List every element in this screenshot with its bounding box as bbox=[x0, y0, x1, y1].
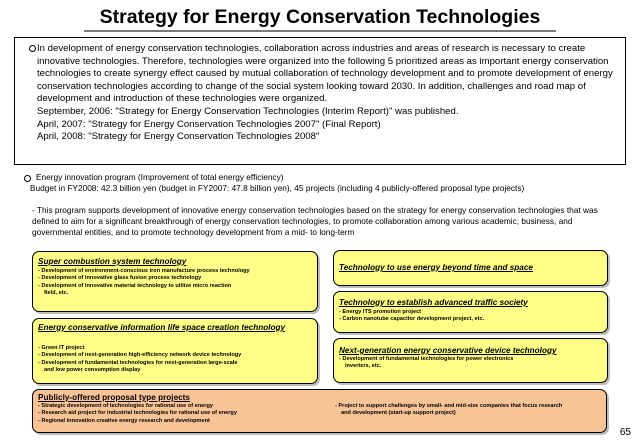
box-items bbox=[38, 345, 313, 374]
device-technology-box bbox=[333, 338, 608, 383]
page-number: 65 bbox=[619, 427, 631, 438]
info-life-space-box bbox=[32, 318, 318, 384]
summary-paragraph: In development of energy conservation technologies, collaboration across industries and areas of research is necessary to create innovative technologies. Therefore, technologies were organized into the following 5 prioritized areas as important energy conservation technologies to create synergy effect caused by mutual collaboration of technology development and to promote development of energy conservation technologies according to change of the social system looking toward 2030. In addition, challenges and road map of development and introduction of these technologies were organized. bbox=[37, 43, 613, 105]
list-item: - Development of next-generation high-efficiency network device technology bbox=[38, 352, 242, 359]
list-item: - Energy ITS promotion project bbox=[339, 309, 422, 315]
box-title: Next-generation energy conservative device technology bbox=[339, 346, 557, 355]
list-item: and low power consumption display bbox=[44, 366, 141, 373]
list-item: - Regional innovation creative energy research and development bbox=[38, 417, 210, 424]
summary-note: September, 2006: "Strategy for Energy Conservation Technologies (Interim Report)" was published. bbox=[37, 105, 459, 117]
box-title: Super combustion system technology bbox=[38, 257, 187, 266]
list-item: - Research aid project for industrial technologies for rational use of energy bbox=[38, 410, 237, 417]
list-item: - Project to support challenges by small- and mid-size companies that focus research bbox=[335, 403, 563, 409]
list-item: - Development of fundamental technologies for next-generation large-scale bbox=[38, 359, 238, 366]
box-items-left bbox=[38, 403, 303, 425]
program-heading: Energy innovation program (Improvement of total energy efficiency) bbox=[36, 172, 284, 182]
list-item: - Green IT project bbox=[38, 345, 85, 351]
circle-bullet-icon bbox=[29, 45, 36, 52]
summary-box bbox=[14, 37, 626, 165]
summary-text bbox=[37, 43, 617, 144]
list-item: and development (start-up support project) bbox=[341, 410, 456, 417]
program-budget: Budget in FY2008: 42.3 billion yen (budget in FY2007: 47.8 billion yen), 45 projects (including 4 publicly-offered proposal type projects) bbox=[30, 183, 525, 193]
box-items bbox=[339, 309, 603, 324]
box-items bbox=[339, 356, 603, 371]
publicly-offered-box bbox=[32, 389, 607, 433]
super-combustion-box bbox=[32, 251, 318, 312]
beyond-time-space-box bbox=[333, 250, 608, 286]
advanced-traffic-box bbox=[333, 291, 608, 333]
list-item: - Strategic development of technologies for rational use of energy bbox=[38, 403, 213, 409]
program-description: - This program supports development of innovative energy conservation technologies based on the strategy for energy conservation technologies that was defined to aim for a significant breakthrough of energy conservation technologies, to promote collaboration among various academic, business, and governmental entities, and to promote technology development from a mid- to long-term bbox=[32, 205, 598, 237]
summary-notes bbox=[37, 106, 617, 144]
page-title: Strategy for Energy Conservation Technologies bbox=[84, 4, 556, 32]
box-title: Technology to establish advanced traffic society bbox=[339, 298, 528, 307]
list-item: - Development of fundamental technologies for power electronics bbox=[339, 356, 514, 362]
list-item: inverters, etc. bbox=[345, 363, 382, 370]
box-title: Publicly-offered proposal type projects bbox=[38, 393, 190, 402]
box-items bbox=[38, 268, 313, 297]
list-item: - Development of innovative glass fusion process technology bbox=[38, 275, 202, 282]
list-item: field, etc. bbox=[44, 289, 69, 296]
circle-bullet-icon bbox=[24, 175, 31, 182]
list-item: - Carbon nanotube capacitor development project, etc. bbox=[339, 316, 485, 323]
summary-note: April, 2007: "Strategy for Energy Conservation Technologies 2007" (Final Report) bbox=[37, 118, 381, 130]
summary-note: April, 2008: "Strategy for Energy Conservation Technologies 2008" bbox=[37, 131, 320, 143]
list-item: - Development of innovative material technology to utilize micro reaction bbox=[38, 282, 232, 289]
list-item: - Development of environment-conscious iron manufacture process technology bbox=[38, 268, 250, 274]
box-title: Energy conservative information life space creation technology bbox=[38, 323, 286, 332]
box-items-right bbox=[335, 403, 603, 418]
header bbox=[0, 0, 639, 34]
box-title: Technology to use energy beyond time and space bbox=[339, 263, 533, 272]
